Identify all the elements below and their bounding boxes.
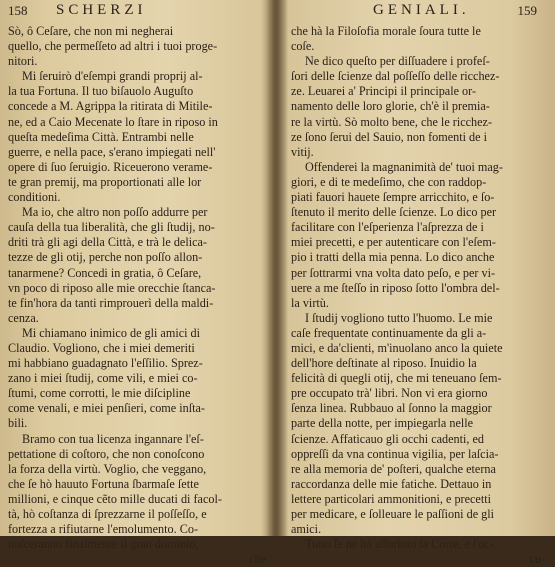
text-line: ſori delle ſcienze dal poſſeſſo delle ricchez- [291,69,500,84]
left-page [0,0,272,567]
text-line: fortezza a rifiutarne l'emolumento. Co- [8,522,199,537]
text-line: piati fauori hauete ſempre arricchito, e ſo- [291,190,495,205]
catchword-right: cu- [529,552,545,567]
text-line: Bramo con tua licenza ingannare l'eſ- [22,431,204,446]
text-line: per medicare, e ſolleuare le paſſioni de gli [291,507,495,521]
text-line: ſtenuto il merito delle ſcienze. Lo dico per [291,205,497,220]
text-line: cenza. [8,310,39,325]
text-line: cauſa della tua liberalità, che gli ſtudij, no- [8,220,215,235]
text-line: caſe frequentate continuamente da gli a- [291,325,487,340]
text-line: lettere particolari ammonitioni, e precetti [291,491,491,506]
text-line: namento delle loro glorie, ch'è il premia- [291,99,490,114]
page-number-right: 159 [517,3,537,18]
text-line: miei precetti, e per autenticare con l'eſem- [291,235,496,250]
text-line: tanarmene? Concedi in gratia, ô Ceſare, [8,265,202,280]
text-line: parte della notte, per impiegarla nelle [291,416,474,431]
text-line: Ma io, che altro non poſſo addurre per [22,205,208,220]
text-line: quello, che permeſſeto ad altri i tuoi proge- [8,39,218,54]
text-line: amici. [291,522,322,537]
text-line: giori, e di te medeſimo, che con raddop- [291,174,487,189]
text-line: vitij. [291,144,314,159]
text-line: te fin'hora da tanti rimprouerì della maldi- [8,295,214,310]
text-line: conditioni. [8,190,61,205]
running-head-right: GENIALI. [373,2,470,18]
text-line: queſta medeſima Città. Entrambi nelle [8,129,194,144]
text-line: I ſtudij vogliono tutto l'huomo. Le mie [305,310,493,325]
text-line: Mi chiamano inimico de gli amici di [22,325,201,340]
text-line: Claudio. Vogliono, che i miei demeriti [8,340,195,355]
text-line: vn poco di riposo alle mie orecchie ſtanca- [8,280,216,295]
text-line: felicità di quegli otij, che mi teneuano ſem- [291,371,502,386]
text-line: opere di ſuo ſeruigio. Riceuerono verame- [8,159,213,174]
text-line: per ſottrarmi vna volta dato peſo, e per vi- [291,265,496,280]
text-line: ze ſono ſerui del Sauio, non fomenti de i [291,129,487,144]
text-line: pre occupato trà' libri. Non vi era giorno [291,386,488,401]
text-line: ſenza linea. Rubbauo al ſonno la maggior [291,401,492,416]
text-line: dell'hore deſtinate al riposo. Inuidio la [291,356,477,371]
text-line: coſe. [291,39,315,54]
text-line: tezze de gli otij, perche non poſſo allon- [8,250,203,265]
text-line: Ne dico queſto per diſſuadere i profeſ- [305,54,490,69]
text-line: raccordanza delle mie fatiche. Dettauo in [291,476,492,491]
right-page [283,0,555,567]
text-line: mici, e da'clienti, m'inuolano anco la quiete [291,340,503,355]
text-line: pio i tratti della mia penna. Lo dico anche [291,250,495,265]
text-line: Offenderei la magnanimità de' tuoi mag- [305,159,503,174]
text-line: pettatione di coſtoro, che non conoſcono [8,446,205,461]
text-line: re alla memoria de' poſteri, qualche eterna [291,461,496,476]
text-line: guerre, e nella pace, s'erano impiegati nell' [8,144,216,159]
text-line: ze. Leuarei a' Principi il principale or- [291,84,477,99]
text-line: millioni, e cinque cẽto mille ducati di facol- [8,491,222,506]
text-line: la virtù. [291,295,329,310]
right-page-text [291,24,549,567]
text-line: come venali, e miei penſieri, come inſta- [8,401,205,416]
text-line: Sò, ô Ceſare, che non mi negherai [8,24,174,38]
text-line: zano i miei ſtudij, come vili, e miei co- [8,371,198,386]
text-line: che ſe hò hauuto Fortuna ſbarmaſe ſette [8,476,199,491]
text-line: te gran premij, ma proportionati alle lor [8,174,202,189]
page-number-left: 158 [8,3,28,18]
text-line: tà, hò coſtanza di ſprezzarne il poſſeſſo, e [8,507,207,521]
text-line: ſcienze. Affaticauo gli occhi cadenti, ed [291,431,484,446]
text-line: Tutto ſe ne hà aſſorbito la Corte, e l'oc- [305,537,494,552]
text-line: mi habbiano guadagnato l'eſſilio. Sprez- [8,356,203,371]
text-line: ne, ed a Caio Mecenate lo ſtare in riposo in [8,114,218,129]
text-line: driti trà gli agi della Città, e trà le delica- [8,235,207,250]
text-line: nitori. [8,54,38,69]
text-line: uere a me ſteſſo in riposo ſotto l'ombra del- [291,280,500,295]
text-line: facilitare con l'eſperienza l'aſprezza de i [291,220,484,235]
text-line: la tua Fortuna. Il tuo biſauolo Auguſto [8,84,194,99]
text-line: noſceranno finalmente il gran dominio, [8,537,199,552]
text-line: che hà la Filoſofia morale ſoura tutte le [291,24,481,38]
text-line: Mi ſeruirò d'eſempi grandi proprij al- [22,69,203,84]
left-page-text [8,24,270,567]
text-line: la forza della virtù. Voglio, che veggano, [8,461,207,476]
text-line: oppreſſi da vna continua vigilia, per laſcia- [291,446,499,461]
text-line: re la virtù. Sò molto bene, che le ricchez- [291,114,493,129]
text-line: ſtumi, come corrotti, le mie diſcipline [8,386,191,401]
catchword-left: che [249,552,266,567]
text-line: concede a M. Agrippa la ritirata di Mitile- [8,99,213,114]
text-line: bili. [8,416,28,431]
running-head-left: SCHERZI [56,2,147,18]
